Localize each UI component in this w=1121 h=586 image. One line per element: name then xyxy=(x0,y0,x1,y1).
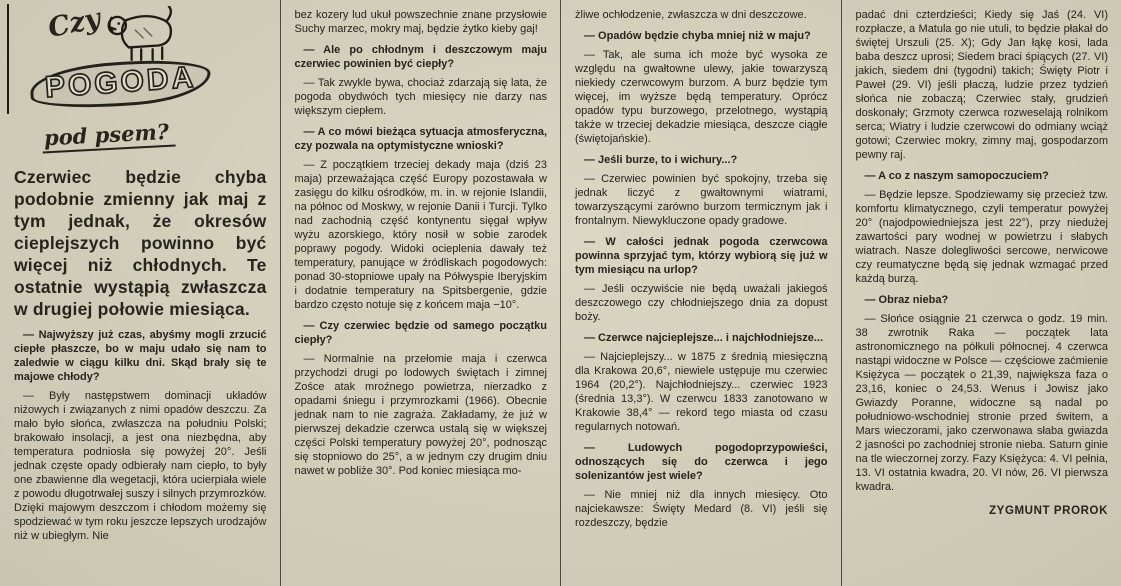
answer-paragraph: — Tak, ale suma ich może być wysoka ze względu na gwałtowne ulewy, jakie towarzyszą niekiedy czerwcowym burzom. A burz będzie tym więcej, im wyższe będą temperatury. Oprócz opadów typu burzowego, przelotnego, wystąpią także w trzeciej dekadzie miesiąca, deszcze ciągłe (świętojańskie). xyxy=(575,49,828,145)
question-paragraph: — Opadów będzie chyba mniej niż w maju? xyxy=(584,30,811,42)
answer-paragraph-continued: padać dni czterdzieści; Kiedy się Jaś (24. VI) rozpłacze, a Matula go nie utuli, to będzie płakał do świętej Urszuli (25. X); Gdy Jan łąkę kosi, lada baba deszcz uprosi; Siedem braci śpiących (27. VI) jakich, siedem dni (tygodni) takich; Święty Piotr i Paweł (29. VI) jeśli płaczą, ludzie przez tydzień słońca nie zobaczą; Czerwiec stały, grudzień doskonały; Grzmoty czerwca rozweselają rolnikom serca; Wiatry i ludzie czerwcowi do odmiany wciąż gotowi; Czerwiec mokry, zimny maj, gospodarzom pewny raj. xyxy=(855,9,1108,161)
answer-paragraph: — Czerwiec powinien być spokojny, trzeba się jednak liczyć z gwałtownymi wiatrami, towarzyszącymi zarówno burzom termicznym jak i frontalnym. Niewykluczone opady gradowe. xyxy=(575,173,828,227)
answer-paragraph: — Nie mniej niż dla innych miesięcy. Oto najciekawsze: Święty Medard (8. VI) jeśli się rozdeszczy, będzie xyxy=(575,489,828,529)
masthead-prefix: Czy xyxy=(45,2,104,45)
answer-paragraph: — Z początkiem trzeciej dekady maja (dziś 23 maja) przeważająca część Europy pozostawała w zasięgu do kilku ośrodków, m. in. w rejonie Islandii, na północ od Moskwy, w rejonie Danii i Turcji. Tylko nad zachodnią część kontynentu sięgał wpływ wyżu azorskiego, który nosił w sobie zarodek poprawy pogody. Widoki ocieplenia dawały też temperatury, panujące w źródliskach pogodowych: ponad 30-stopniowe upały na Półwyspie Iberyjskim i dodatnie temperatury na Spitsbergenie, gdzie bardzo często notuje się z końcem maja −10°. xyxy=(294,159,547,311)
question-paragraph: — Ludowych pogodoprzypowieści, odnoszących się do czerwca i jego solenizantów jest wiele? xyxy=(575,442,828,482)
answer-paragraph: — Były następstwem dominacji układów niżowych i związanych z nimi opadów deszczu. Za mało było słońca, zwłaszcza na południu Polski; brakowało insolacji, a jest ona niezbędna, aby temperatura podniosła się powyżej 20°. Jeśli jednak częste opady odbierały nam ciepło, to były one zbawienne dla wegetacji, która ucierpiała wiele z powodu długotrwałej suszy i silnych przymrozków. Dzięki majowym deszczom i chłodom możemy się spodziewać w tym roku jeszcze lepszych urodzajów niż w ubiegłym. Nie xyxy=(14,390,267,542)
question-paragraph: — Najwyższy już czas, abyśmy mogli zrzucić ciepłe płaszcze, bo w maju udało się nam to zaledwie w ciągu kilku dni. Skąd brały się te majowe chłody? xyxy=(14,329,267,383)
question-paragraph: — Jeśli burze, to i wichury...? xyxy=(584,154,738,166)
question-paragraph: — Czy czerwiec będzie od samego początku ciepły? xyxy=(294,320,547,346)
column-3 xyxy=(560,0,841,586)
masthead xyxy=(14,2,267,158)
answer-paragraph-continued: bez kozery lud ukuł powszechnie znane przysłowie Suchy marzec, mokry maj, będzie żytko kieby gaj! xyxy=(294,9,547,35)
question-paragraph: — Czerwce najcieplejsze... i najchłodniejsze... xyxy=(584,332,824,344)
question-paragraph: — Obraz nieba? xyxy=(864,294,949,306)
answer-paragraph: — Normalnie na przełomie maja i czerwca przychodzi drugi po lodowych świętach i zimnej Zośce atak mroźnego powietrza, nierzadko z opadami śniegu i przymrozkami (1966). Obecnie jednak nam to nie zagraża. Zakładamy, że już w pierwszej dekadzie czerwca ustalą się w większej części Polski temperatury powyżej 20°, podnosząc się stopniowo do 25°, a w jednym czy drugim dniu nawet w pobliże 30°. Pod koniec miesiąca mo- xyxy=(294,353,547,477)
question-paragraph: — Ale po chłodnym i deszczowym maju czerwiec powinien być ciepły? xyxy=(294,44,547,70)
answer-paragraph: — Będzie lepsze. Spodziewamy się przecież tzw. komfortu klimatycznego, czyli temperatur powyżej 20° (najodpowiedniejsza jest 22°), przy niedużej zawartości pary wodnej w powietrzu i słabych wiatrach. Nasze dolegliwości sercowe, nerwicowe czy reumatyczne będą się jednak wzmagać przed każdą burzą. xyxy=(855,189,1108,285)
question-paragraph: — W całości jednak pogoda czerwcowa powinna sprzyjać tym, którzy wybiorą się już w tym miesiącu na urlop? xyxy=(575,236,828,276)
question-paragraph: — A co mówi bieżąca sytuacja atmosferyczna, czy pozwala na optymistyczne wnioski? xyxy=(294,126,547,152)
answer-paragraph: — Słońce osiągnie 21 czerwca o godz. 19 min. 38 zwrotnik Raka — początek lata astronomicznego na półkuli północnej. 4 czerwca nastąpi widoczne w Polsce — częściowe zaćmienie Księżyca — początek o 21,39, największa faza o 23,16, koniec o 24,53. Wenus i Jowisz jako Gwiazdy Poranne, widoczne są nadal po południowo-wschodniej stronie przed świtem, a Mars wieczorami, jako czerwonawa słaba gwiazda 2 jasności po zachodniej stronie nieba. Saturn ginie na tle wieczornej zorzy. Fazy Księżyca: 4. VI pełnia, 13. VI ostatnia kwadra, 20. VI nów, 26. VI pierwsza kwadra. xyxy=(855,313,1108,493)
answer-paragraph: — Jeśli oczywiście nie będą uważali jakiegoś deszczowego czy chłodniejszego dnia za dopust boży. xyxy=(575,283,828,323)
scan-edge-mark xyxy=(7,4,9,114)
masthead-subtitle: pod psem? xyxy=(41,119,175,154)
question-paragraph: — A co z naszym samopoczuciem? xyxy=(864,170,1049,182)
author-signature: ZYGMUNT PROROK xyxy=(989,505,1108,517)
column-4 xyxy=(841,0,1121,586)
lead-paragraph: Czerwiec będzie chyba podobnie zmienny jak maj z tym jednak, że okresów cieplejszych powinno być więcej niż chłodnych. Te ostatnie wystąpią zwłaszcza w drugiej połowie miesiąca. xyxy=(14,167,267,319)
column-1 xyxy=(0,0,280,586)
column-2 xyxy=(280,0,561,586)
answer-paragraph: — Najcieplejszy... w 1875 z średnią miesięczną dla Krakowa 20,6°, niewiele ustępuje mu czerwiec 1964 (20,2°). Najchłodniejszy... czerwiec 1923 (średnia 13,3°). W czerwcu 1833 zanotowano w Krakowie 38,4° — rekord tego miasta od czasu regularnych notowań. xyxy=(575,351,828,433)
dog-doodle-icon xyxy=(102,6,188,69)
masthead-title: POGODA xyxy=(29,56,213,113)
answer-paragraph: — Tak zwykle bywa, chociaż zdarzają się lata, że pogoda obydwóch tych miesięcy nie darzy nas większym ciepłem. xyxy=(294,77,547,117)
answer-paragraph-continued: żliwe ochłodzenie, zwłaszcza w dni deszczowe. xyxy=(575,9,807,21)
